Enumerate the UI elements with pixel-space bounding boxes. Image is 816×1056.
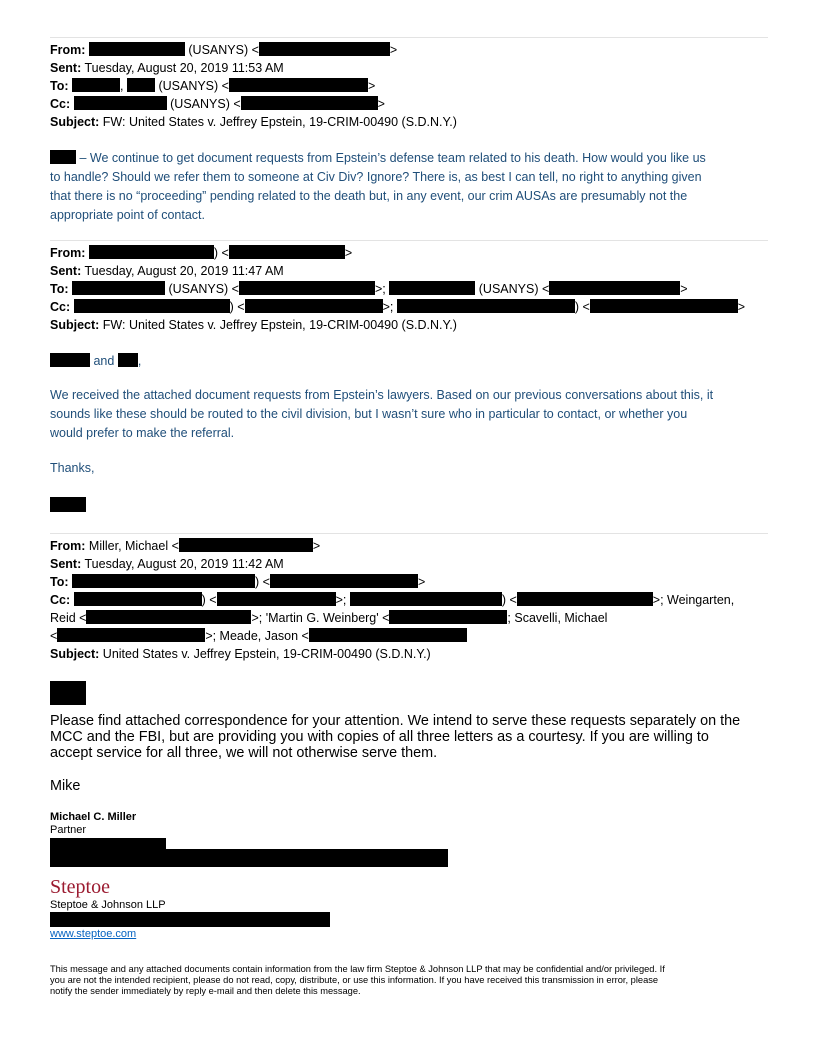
divider xyxy=(50,533,768,534)
signoff: Mike xyxy=(50,778,81,794)
to-text: >; xyxy=(375,282,386,296)
cc-text: ) < xyxy=(201,593,217,607)
sent-label: Sent: xyxy=(50,557,82,571)
sent-label: Sent: xyxy=(50,264,82,278)
email2-from-row xyxy=(50,245,352,261)
to-label: To: xyxy=(50,282,69,296)
email1-body xyxy=(50,149,766,225)
from-label: From: xyxy=(50,539,86,553)
to-end: > xyxy=(367,79,376,93)
body-line: – We continue to get document requests from Epstein’s defense team related to his death. How would you like us xyxy=(79,151,706,165)
redaction xyxy=(50,849,448,867)
body-line: Please find attached correspondence for your attention. We intend to serve these requests separately on the xyxy=(50,713,741,729)
body-line: MCC and the FBI, but are providing you with copies of all three letters as a courtesy. If you are willing to xyxy=(50,729,709,745)
redaction xyxy=(389,281,475,295)
redaction xyxy=(74,96,167,110)
redaction xyxy=(309,628,467,642)
from-end: > xyxy=(344,246,353,260)
subject-value: United States v. Jeffrey Epstein, 19-CRIM-00490 (S.D.N.Y.) xyxy=(102,647,431,661)
redaction xyxy=(590,299,738,313)
redaction xyxy=(217,592,336,606)
email3-subject-row xyxy=(50,646,431,662)
subject-label: Subject: xyxy=(50,115,100,129)
email2-thanks: Thanks, xyxy=(50,461,95,475)
to-text: (USANYS) < xyxy=(478,282,550,296)
email3-from-row xyxy=(50,538,320,554)
email3-body xyxy=(50,713,740,761)
body-line: appropriate point of contact. xyxy=(50,208,205,222)
from-text: Miller, Michael < xyxy=(88,539,179,553)
email3-cc-row-3 xyxy=(50,628,467,644)
to-end: > xyxy=(680,282,688,296)
email3-sent-row xyxy=(50,556,284,572)
email3-cc-row xyxy=(50,592,734,608)
signature-title: Partner xyxy=(50,824,87,836)
redaction xyxy=(397,299,575,313)
email1-subject-row xyxy=(50,114,457,130)
redaction xyxy=(389,610,507,624)
redaction xyxy=(89,245,214,259)
cc-label: Cc: xyxy=(50,593,71,607)
redaction xyxy=(549,281,680,295)
sent-value: Tuesday, August 20, 2019 11:42 AM xyxy=(84,557,284,571)
redaction xyxy=(229,78,368,92)
email2-to-row xyxy=(50,281,688,297)
sent-label: Sent: xyxy=(50,61,82,75)
email2-cc-row xyxy=(50,299,745,315)
cc-end: > xyxy=(377,97,385,111)
redaction xyxy=(72,78,120,92)
cc-text: >; 'Martin G. Weinberg' < xyxy=(251,611,390,625)
subject-label: Subject: xyxy=(50,647,100,661)
greeting-end: , xyxy=(137,354,142,368)
redaction xyxy=(86,610,251,624)
redaction xyxy=(72,281,165,295)
to-label: To: xyxy=(50,79,69,93)
body-line: sounds like these should be routed to the civil division, but I wasn’t sure who in particular to contact, or whether you xyxy=(50,407,688,421)
redaction xyxy=(50,912,330,927)
body-line: that there is no “proceeding” pending related to the death but, in any event, our crim AUSAs are presumably not the xyxy=(50,189,688,203)
from-text: ) < xyxy=(213,246,229,260)
greeting-and: and xyxy=(93,354,115,368)
cc-text: >; xyxy=(335,593,347,607)
redaction xyxy=(89,42,185,56)
cc-text: < xyxy=(50,629,58,643)
redaction xyxy=(74,299,230,313)
email3-to-row xyxy=(50,574,425,590)
subject-value: FW: United States v. Jeffrey Epstein, 19-CRIM-00490 (S.D.N.Y.) xyxy=(102,318,457,332)
divider xyxy=(50,240,768,241)
steptoe-logo: Steptoe xyxy=(50,876,110,898)
disclaimer-line: This message and any attached documents contain information from the law firm Steptoe & Johnson LLP that may be confidential and/or privileged. If xyxy=(50,964,665,974)
from-end: > xyxy=(312,539,321,553)
redaction xyxy=(50,150,76,164)
redaction xyxy=(57,628,205,642)
cc-text: (USANYS) < xyxy=(170,97,241,111)
redaction xyxy=(245,299,383,313)
cc-text: >; Weingarten, xyxy=(652,593,735,607)
redaction xyxy=(259,42,390,56)
website-link[interactable]: www.steptoe.com xyxy=(50,928,137,940)
redaction xyxy=(517,592,653,606)
redaction xyxy=(50,353,90,367)
disclaimer-line: you are not the intended recipient, please do not read, copy, distribute, or use this information. If you have received this transmission in error, please xyxy=(50,975,659,985)
sent-value: Tuesday, August 20, 2019 11:47 AM xyxy=(84,264,284,278)
cc-text: >; xyxy=(382,300,394,314)
cc-text: Reid < xyxy=(50,611,87,625)
cc-text: ; Scavelli, Michael xyxy=(507,611,608,625)
redaction xyxy=(350,592,502,606)
body-line: would prefer to make the referral. xyxy=(50,426,235,440)
to-text: (USANYS) < xyxy=(168,282,239,296)
to-text: (USANYS) < xyxy=(158,79,229,93)
from-text: (USANYS) < xyxy=(188,43,259,57)
body-line: We received the attached document requests from Epstein’s lawyers. Based on our previous conversations about this, it xyxy=(50,388,714,402)
email2-greeting xyxy=(50,352,766,371)
redaction xyxy=(239,281,375,295)
redaction xyxy=(127,78,155,92)
redaction xyxy=(229,245,345,259)
email2-body xyxy=(50,386,766,443)
disclaimer xyxy=(50,964,665,997)
body-line: accept service for all three, we will not otherwise serve them. xyxy=(50,745,438,761)
cc-text: ) < xyxy=(574,300,590,314)
to-text: ) < xyxy=(255,575,270,589)
signature-name: Michael C. Miller xyxy=(50,811,137,823)
email1-sent-row xyxy=(50,60,284,76)
redaction xyxy=(72,574,255,588)
from-label: From: xyxy=(50,43,86,57)
subject-label: Subject: xyxy=(50,318,100,332)
redaction xyxy=(241,96,378,110)
redaction xyxy=(270,574,418,588)
firm-name: Steptoe & Johnson LLP xyxy=(50,899,166,911)
email1-to-row xyxy=(50,78,375,94)
email1-cc-row xyxy=(50,96,385,112)
signature-redaction xyxy=(50,497,86,512)
from-end: > xyxy=(389,43,398,57)
cc-label: Cc: xyxy=(50,300,71,314)
cc-text: ) < xyxy=(229,300,245,314)
email2-sent-row xyxy=(50,263,284,279)
cc-label: Cc: xyxy=(50,97,71,111)
cc-text: >; Meade, Jason < xyxy=(205,629,309,643)
greeting-redaction xyxy=(50,681,86,705)
to-text: , xyxy=(120,79,124,93)
subject-value: FW: United States v. Jeffrey Epstein, 19-CRIM-00490 (S.D.N.Y.) xyxy=(102,115,457,129)
body-line: to handle? Should we refer them to someone at Civ Div? Ignore? There is, as best I can tell, no right to anything given xyxy=(50,170,702,184)
email1-from-row xyxy=(50,42,397,58)
cc-end: > xyxy=(737,300,746,314)
from-label: From: xyxy=(50,246,86,260)
cc-text: ) < xyxy=(501,593,517,607)
disclaimer-line: notify the sender immediately by reply e-mail and then delete this message. xyxy=(50,986,361,996)
sent-value: Tuesday, August 20, 2019 11:53 AM xyxy=(84,61,284,75)
to-end: > xyxy=(417,575,426,589)
to-label: To: xyxy=(50,575,69,589)
redaction xyxy=(179,538,313,552)
email2-subject-row xyxy=(50,317,457,333)
redaction xyxy=(74,592,202,606)
divider xyxy=(50,37,768,38)
redaction xyxy=(118,353,138,367)
email3-cc-row-2 xyxy=(50,610,607,626)
